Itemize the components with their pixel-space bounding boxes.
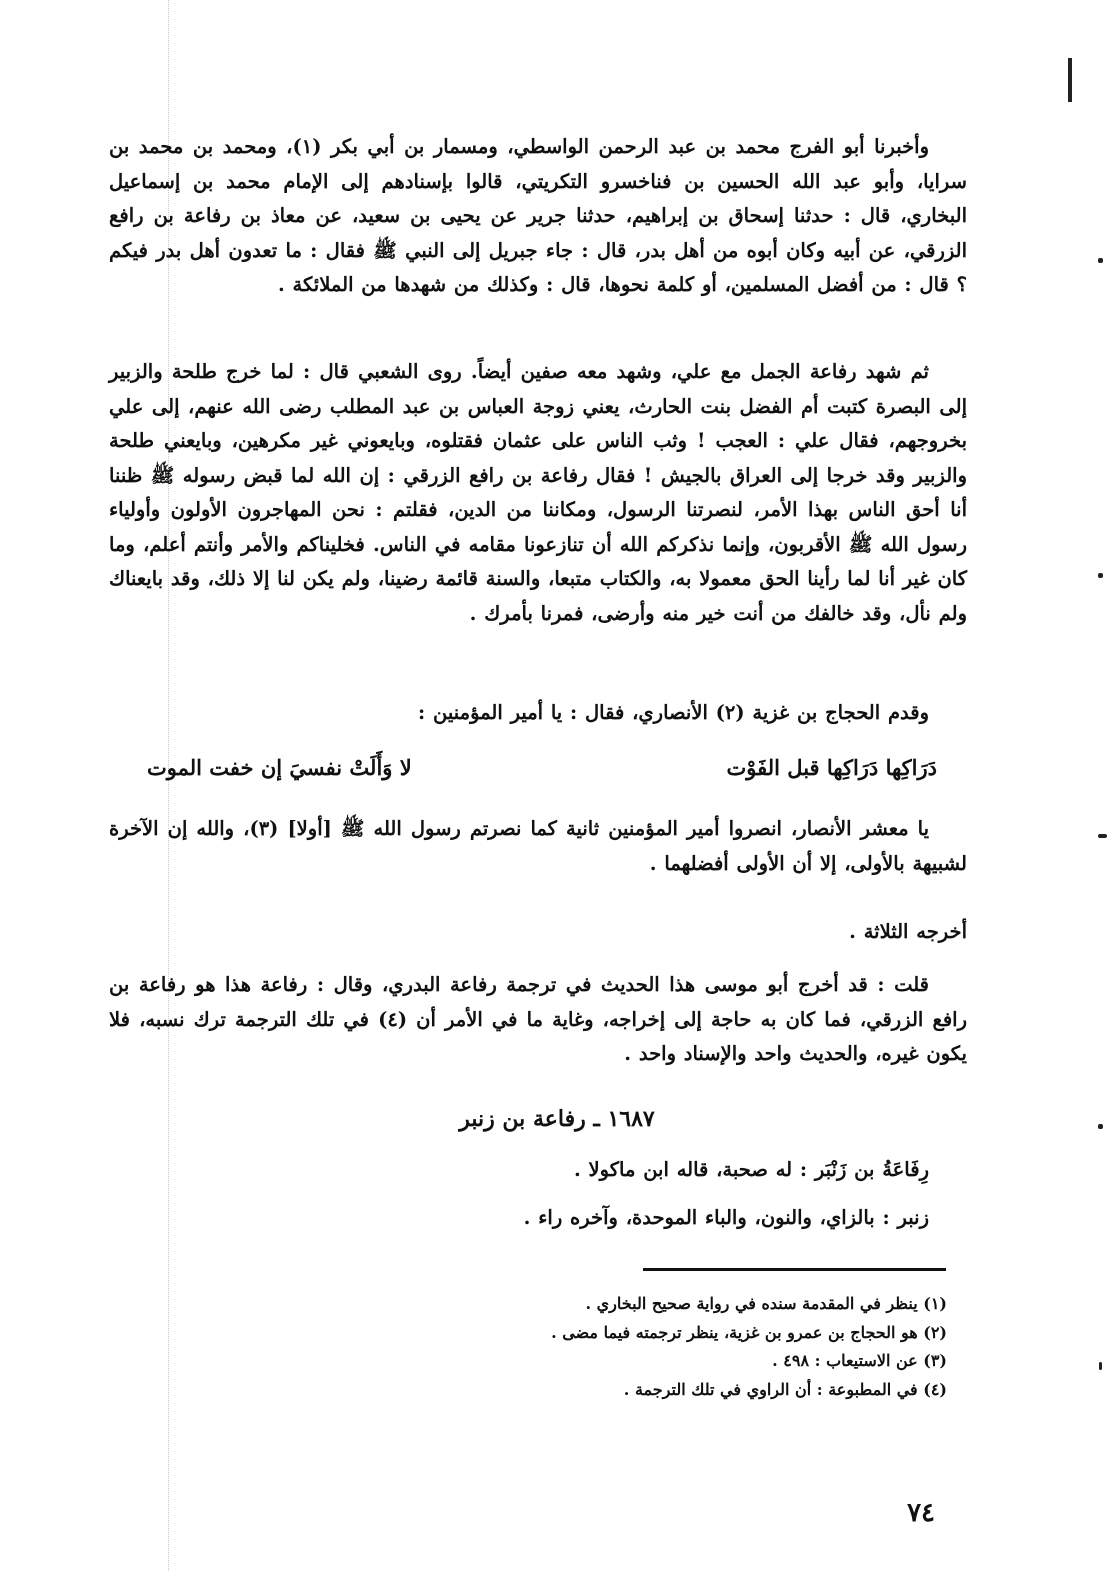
paragraph-entry-body: رِفَاعَةُ بن زَنْبَر : له صحبة، قاله ابن ماكولا .: [573, 1158, 929, 1181]
margin-dot-4: [1098, 1124, 1103, 1129]
margin-dot-1: [1098, 258, 1103, 263]
poetry-verse: [147, 755, 937, 780]
footnote-1: (١) ينظر في المقدمة سنده في رواية صحيح البخاري .: [585, 1294, 947, 1313]
entry-heading: ١٦٨٧ ـ رفاعة بن زنبر: [459, 1106, 655, 1132]
paragraph-ansar-address: يا معشر الأنصار، انصروا أمير المؤمنين ثانية كما نصرتم رسول الله ﷺ [أولا] (٣)، والله إن الآخرة لشبيهة بالأولى، إلا أن الأولى أفضلهما .: [109, 817, 967, 875]
footnotes: [247, 1290, 947, 1404]
verse-hemistich-right: دَرَاكِها دَرَاكِها قبل الفَوْت: [726, 755, 937, 780]
footnote-separator: [643, 1268, 946, 1271]
margin-dash-3: [1098, 834, 1107, 838]
paragraph-author-note: قلت : قد أخرج أبو موسى هذا الحديث في ترجمة رفاعة البدري، وقال : رفاعة هذا هو رفاعة بن رافع الزرقي، فما كان به حاجة إلى إخراجه، وغاية ما في الأمر أن (٤) في تلك الترجمة ترك نسبه، فلا يكون غيره، والحديث واحد والإسناد واحد .: [109, 973, 967, 1065]
margin-tick-5: [1099, 1362, 1102, 1370]
paragraph-hadith-isnad: وأخبرنا أبو الفرج محمد بن عبد الرحمن الواسطي، ومسمار بن أبي بكر (١)، ومحمد بن محمد بن سرايا، وأبو عبد الله الحسين بن فناخسرو التكريتي، قالوا بإسنادهم إلى الإمام محمد بن إسماعيل البخاري، قال : حدثنا إسحاق بن إبراهيم، حدثنا جرير عن يحيى بن سعيد، عن معاذ بن رفاعة بن رافع الزرقي، عن أبيه وكان أبوه من أهل بدر، قال : جاء جبريل إلى النبي ﷺ فقال : ما تعدون أهل بدر فيكم ؟ قال : من أفضل المسلمين، أو كلمة نحوها، قال : وكذلك من شهدها من الملائكة .: [109, 135, 967, 296]
scan-margin-bar: [1068, 58, 1072, 102]
paragraph-takhrij: أخرجه الثلاثة .: [849, 920, 967, 943]
paragraph-name-vocalization: زنبر : بالزاي، والنون، والباء الموحدة، وآخره راء .: [523, 1206, 929, 1229]
footnote-2: (٢) هو الحجاج بن عمرو بن غزية، ينظر ترجمته فيما مضى .: [551, 1322, 947, 1342]
paragraph-jamal-narration: ثم شهد رفاعة الجمل مع علي، وشهد معه صفين أيضاً. روى الشعبي قال : لما خرج طلحة والزبير إلى البصرة كتبت أم الفضل بنت الحارث، يعني زوجة العباس بن عبد المطلب رضى الله عنهم، إلى علي بخروجهم، فقال علي : العجب ! وثب الناس على عثمان فقتلوه، وبايعوني غير مكرهين، وبايعني طلحة والزبير وقد خرجا إلى العراق بالجيش ! فقال رفاعة بن رافع الزرقي : إن الله لما قبض رسوله ﷺ ظننا أنا أحق الناس بهذا الأمر، لنصرتنا الرسول، ومكاننا من الدين، فقلتم : نحن المهاجرون الأولون وأولياء رسول الله ﷺ الأقربون، وإنما نذكركم الله أن تنازعونا مقامه في الناس. فخليناكم والأمر وأنتم أعلم، وما كان غير أنا لما رأينا الحق معمولا به، والكتاب متبعا، والسنة قائمة رضينا، ولم يكن لنا إلا ذلك، وقد بايعناك ولم نأل، وقد خالفك من أنت خير منه وأرضى، فمرنا بأمرك .: [109, 360, 967, 625]
margin-dot-2: [1098, 573, 1103, 578]
footnote-4: (٤) في المطبوعة : أن الراوي في تلك الترجمة .: [623, 1379, 947, 1399]
paragraph-hajjaj-intro: وقدم الحجاج بن غزية (٢) الأنصاري، فقال : يا أمير المؤمنين :: [418, 701, 929, 724]
verse-hemistich-left: لا وَأَلَتْ نفسيَ إن خفت الموت: [147, 755, 412, 780]
footnote-3: (٣) عن الاستيعاب : ٤٩٨ .: [772, 1351, 947, 1370]
page-number: ٧٤: [907, 1498, 935, 1528]
